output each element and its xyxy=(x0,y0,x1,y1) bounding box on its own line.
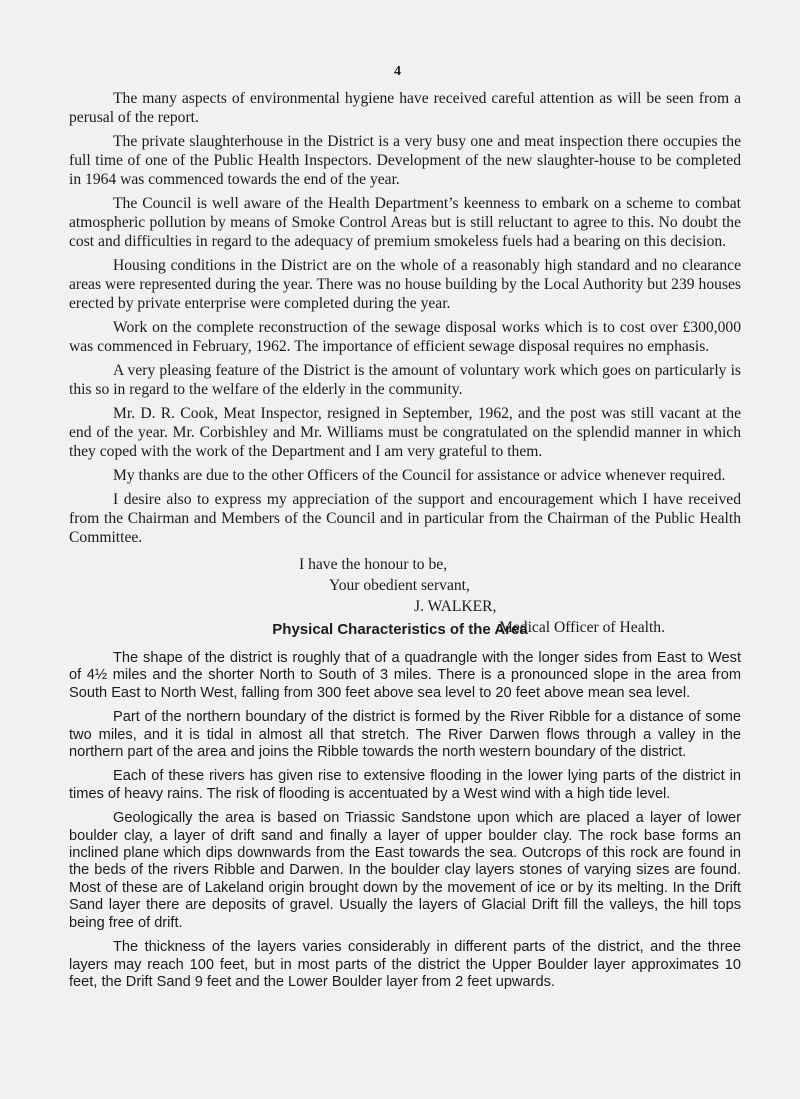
signoff-closing: I have the honour to be, xyxy=(299,556,448,573)
section-paragraph: Part of the northern boundary of the district is formed by the River Ribble for a distance of some two miles, and it is tidal in almost all that stretch. The River Darwen flows through a valley in the northern part of the area and joins the Ribble towards the north western boundary of the district. xyxy=(69,709,741,761)
section-paragraph: Geologically the area is based on Triassic Sandstone upon which are placed a layer of lower boulder clay, a layer of drift sand and finally a layer of upper boulder clay. The rock base forms an inclined plane which dips downwards from the East towards the sea. Outcrops of this rock are found in the beds of the rivers Ribble and Darwen. In the boulder clay layers stones of varying sizes are found. Most of these are of Lakeland origin brought down by the movement of ice or by its melting. In the Drift Sand layer there are deposits of gravel. Usually the layers of Glacial Drift fill the valleys, the hill tops being free of drift. xyxy=(69,810,741,931)
letter-paragraph: A very pleasing feature of the District is the amount of voluntary work which goes on particularly is this so in regard to the welfare of the elderly in the community. xyxy=(69,362,741,398)
letter-paragraph: The private slaughterhouse in the District is a very busy one and meat inspection there occupies the full time of one of the Public Health Inspectors. Development of the new slaughter-house to be completed in 1964 was commenced towards the end of the year. xyxy=(69,133,741,188)
letter-paragraph: Housing conditions in the District are on the whole of a reasonably high standard and no clearance areas were represented during the year. There was no house building by the Local Authority but 239 houses erected by private enterprise were completed during the year. xyxy=(69,257,741,312)
signoff-servant: Your obedient servant, xyxy=(329,577,470,594)
section-paragraph: Each of these rivers has given rise to extensive flooding in the lower lying parts of the district in times of heavy rains. The risk of flooding is accentuated by a West wind with a high tide level. xyxy=(69,768,741,802)
signoff-name: J. WALKER, xyxy=(414,598,497,615)
letter-paragraph: Mr. D. R. Cook, Meat Inspector, resigned in September, 1962, and the post was still vacant at the end of the year. Mr. Corbishley and Mr. Williams must be congratulated on the splendid manner in which they coped with the work of the Department and I am very grateful to them. xyxy=(69,405,741,460)
letter-paragraph: The Council is well aware of the Health Department’s keenness to embark on a scheme to combat atmospheric pollution by means of Smoke Control Areas but is still reluctant to agree to this. No doubt the cost and difficulties in regard to the adequacy of premium smokeless fuels had a bearing on this decision. xyxy=(69,195,741,250)
section-paragraph: The thickness of the layers varies considerably in different parts of the district, and the three layers may reach 100 feet, but in most parts of the district the Upper Boulder layer approximates 10 feet, the Drift Sand 9 feet and the Lower Boulder layer from 2 feet upwards. xyxy=(69,939,741,990)
signoff-title: Medical Officer of Health. xyxy=(499,619,665,636)
letter-paragraph: I desire also to express my appreciation of the support and encouragement which I have received from the Chairman and Members of the Council and in particular from the Chairman of the Public Health Committee. xyxy=(69,491,741,546)
report-letter xyxy=(69,89,741,638)
letter-paragraph: My thanks are due to the other Officers of the Council for assistance or advice whenever required. xyxy=(113,467,726,484)
section-paragraph: The shape of the district is roughly that of a quadrangle with the longer sides from East to West of 4½ miles and the shorter North to South of 3 miles. There is a pronounced slope in the area from South East to North West, falling from 300 feet above sea level to 20 feet above mean sea level. xyxy=(69,650,741,701)
letter-paragraph: The many aspects of environmental hygiene have received careful attention as will be seen from a perusal of the report. xyxy=(69,90,741,126)
letter-paragraph: Work on the complete reconstruction of the sewage disposal works which is to cost over £300,000 was commenced in February, 1962. The importance of efficient sewage disposal requires no emphasis. xyxy=(69,319,741,355)
section-heading: Physical Characteristics of the Area xyxy=(272,621,528,638)
page-number: 4 xyxy=(394,64,401,79)
physical-characteristics-section xyxy=(69,650,741,998)
